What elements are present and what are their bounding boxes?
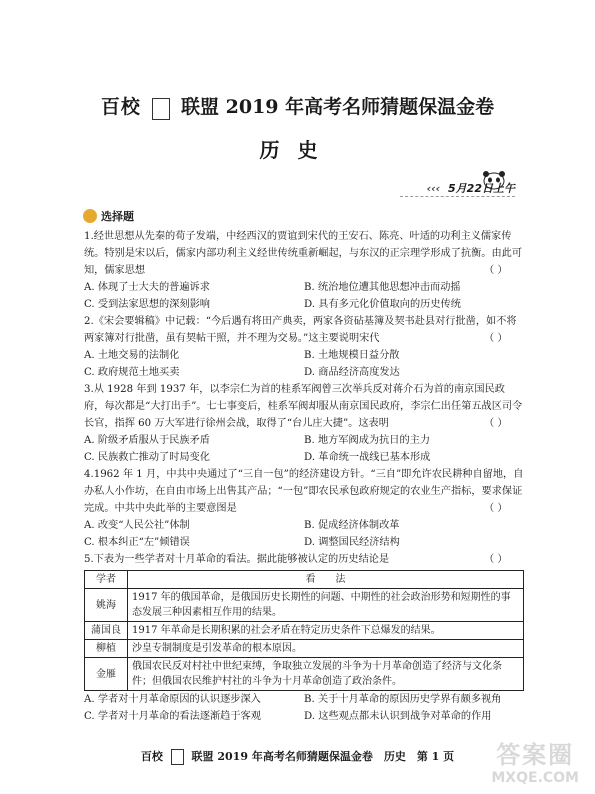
answer-bracket: （ ） bbox=[484, 265, 508, 276]
footer-text: 联盟 2019 年高考名师猜题保温金卷 历史 第 1 页 bbox=[191, 750, 455, 763]
subject-title: 历史 bbox=[259, 138, 336, 162]
scholar-name: 姚海 bbox=[85, 589, 128, 622]
watermark-title: 答案圈 bbox=[496, 741, 575, 769]
date-divider bbox=[400, 196, 515, 197]
seal-logo bbox=[152, 98, 170, 120]
site-watermark bbox=[491, 735, 579, 786]
option-a: A. 土地交易的法制化 bbox=[84, 350, 180, 361]
question-list bbox=[84, 228, 524, 725]
section-label: 选择题 bbox=[101, 210, 134, 223]
table-header: 看 法 bbox=[128, 571, 524, 589]
option-d: D. 具有多元化价值取向的历史传统 bbox=[304, 299, 461, 310]
scholar-name: 金雁 bbox=[85, 658, 128, 691]
option-list bbox=[84, 347, 524, 381]
scholar-view: 1917 年的俄国革命，是俄国历史长期性的问题、中期性的社会政治形势和短期性的事态发展三种因素相互作用的结果。 bbox=[128, 589, 524, 622]
question-4 bbox=[84, 466, 524, 551]
question-stem: 1.经世思想从先秦的荀子发端，中经西汉的贾谊到宋代的王安石、陈亮、叶适的功利主义儒家传统。特别是宋以后，儒家内部功利主义经世传统重新崛起，与东汉的正宗理学形成了抗衡。由此可知，儒家思想 （ ） bbox=[84, 228, 524, 279]
brand-name: 百校 bbox=[100, 96, 141, 118]
scholar-view: 俄国农民反对村社中世纪束缚，争取独立发展的斗争为十月革命创造了经济与文化条件；但俄国农民维护村社的斗争为十月革命创造了政治条件。 bbox=[128, 658, 524, 691]
option-d: D. 这些观点都未认识到战争对革命的作用 bbox=[304, 711, 492, 722]
exam-title: 联盟 2019 年高考名师猜题保温金卷 bbox=[181, 96, 495, 118]
table-header: 学者 bbox=[85, 571, 128, 589]
watermark-url: MXQE.COM bbox=[491, 770, 579, 786]
answer-bracket: （ ） bbox=[484, 554, 508, 565]
option-list bbox=[84, 691, 524, 725]
table-header-row bbox=[85, 571, 524, 589]
answer-bracket: （ ） bbox=[484, 418, 508, 429]
option-a: A. 体现了士大夫的普遍诉求 bbox=[84, 282, 210, 293]
option-c: C. 政府规范土地买卖 bbox=[84, 367, 180, 378]
option-d: D. 商品经济高度发达 bbox=[304, 367, 400, 378]
question-2 bbox=[84, 313, 524, 381]
option-b: B. 地方军阀成为抗日的主力 bbox=[304, 435, 431, 446]
table-row bbox=[85, 640, 524, 658]
option-d: D. 革命统一战线已基本形成 bbox=[304, 452, 431, 463]
date-arrows: ‹‹‹ bbox=[426, 182, 441, 195]
date-tag bbox=[427, 180, 515, 196]
table-row bbox=[85, 658, 524, 691]
option-d: D. 调整国民经济结构 bbox=[304, 537, 400, 548]
option-a: A. 学者对十月革命原因的认识逐步深入 bbox=[84, 694, 261, 705]
scholar-name: 柳植 bbox=[85, 640, 128, 658]
section-heading bbox=[83, 208, 134, 224]
question-stem: 2.《宋会要辑稿》中记载：“今后遇有将田产典卖，两家各资砧基簿及契书赴县对行批凿，如不将两家簿对行批凿，虽有契帖干照，并不理为交易。”这主要说明宋代 （ ） bbox=[84, 313, 524, 347]
option-a: A. 阶级矛盾服从于民族矛盾 bbox=[84, 435, 210, 446]
date-label: 5月22日上午 bbox=[448, 182, 515, 195]
option-b: B. 关于十月革命的原因历史学界有颇多视角 bbox=[304, 694, 502, 705]
option-c: C. 民族救亡推动了时局变化 bbox=[84, 452, 210, 463]
footer-brand: 百校 bbox=[140, 750, 163, 763]
option-list bbox=[84, 517, 524, 551]
answer-bracket: （ ） bbox=[484, 333, 508, 344]
option-list bbox=[84, 279, 524, 313]
table-row bbox=[85, 622, 524, 640]
question-stem: 3.从 1928 年到 1937 年，以李宗仁为首的桂系军阀曾三次举兵反对蒋介石为首的南京国民政府，每次都是“大打出手”。七七事变后，桂系军阀却服从南京国民政府，李宗仁出任第五战区司令长官，指挥 60 万大军进行徐州会战，取得了“台儿庄大捷”。这表明 （ ） bbox=[84, 381, 524, 432]
question-1 bbox=[84, 228, 524, 313]
scholar-view: 沙皇专制制度是引发革命的根本原因。 bbox=[128, 640, 524, 658]
option-c: C. 受到法家思想的深刻影响 bbox=[84, 299, 210, 310]
question-stem: 4.1962 年 1 月，中共中央通过了“三自一包”的经济建设方针。“三自”即允许农民耕种自留地，自办私人小作坊，在自由市场上出售其产品；“一包”即农民承包政府规定的农业生产指标，要求保证完成。中共中央此举的主要意图是 （ ） bbox=[84, 466, 524, 517]
option-a: A. 改变“人民公社”体制 bbox=[84, 520, 190, 531]
scholar-view: 1917 年革命是长期积累的社会矛盾在特定历史条件下总爆发的结果。 bbox=[128, 622, 524, 640]
user-icon bbox=[83, 209, 97, 223]
table-row bbox=[85, 589, 524, 622]
option-b: B. 土地规模日益分散 bbox=[304, 350, 400, 361]
page-header bbox=[0, 92, 595, 120]
scholar-name: 蒲国良 bbox=[85, 622, 128, 640]
question-5 bbox=[84, 551, 524, 725]
footer-seal-logo bbox=[171, 749, 184, 765]
question-stem: 5.下表为一些学者对十月革命的看法。据此能够被认定的历史结论是 （ ） bbox=[84, 551, 524, 568]
option-c: C. 根本纠正“左”倾错误 bbox=[84, 537, 190, 548]
option-b: B. 统治地位遭其他思想冲击而动摇 bbox=[304, 282, 461, 293]
option-c: C. 学者对十月革命的看法逐渐趋于客观 bbox=[84, 711, 261, 722]
question-3 bbox=[84, 381, 524, 466]
scholar-views-table bbox=[84, 570, 524, 691]
answer-bracket: （ ） bbox=[484, 503, 508, 514]
option-list bbox=[84, 432, 524, 466]
option-b: B. 促成经济体制改革 bbox=[304, 520, 400, 531]
